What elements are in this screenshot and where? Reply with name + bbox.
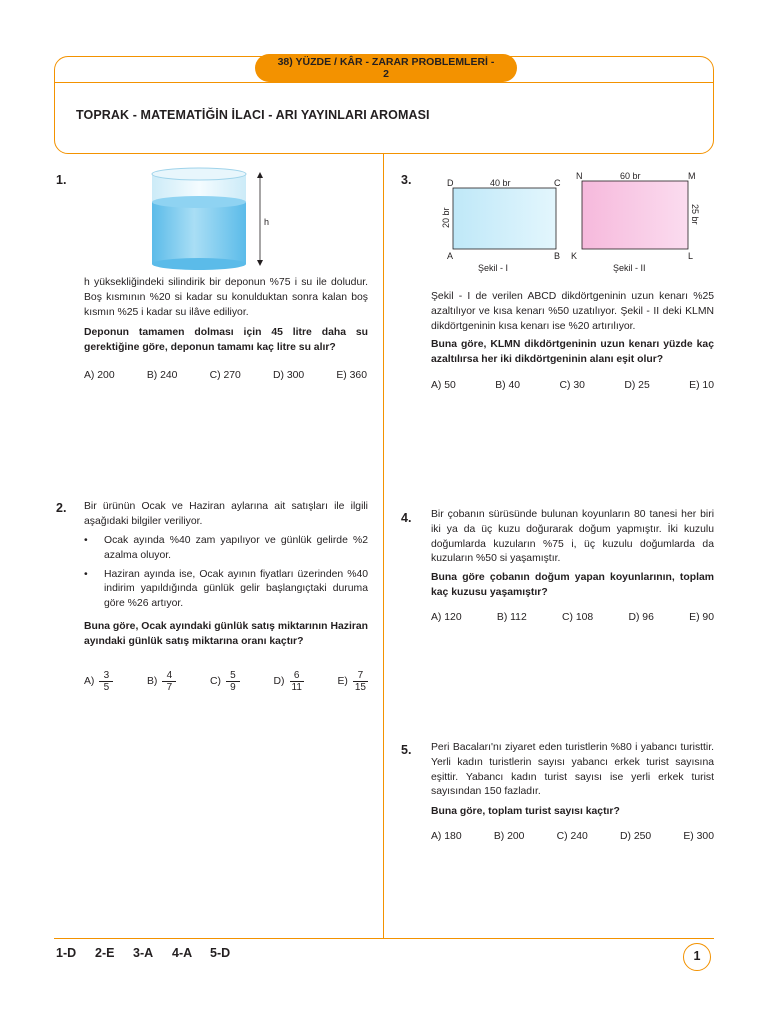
q5-option-a[interactable]: A) 180 [431,831,462,842]
numerator: 5 [230,670,236,681]
q3-corner-k: K [571,251,578,261]
q2-bullet-1-text: Ocak ayında %40 zam yapılıyor ve günlük gelirde %2 azalma oluyor. [104,535,368,561]
q1-option-e[interactable]: E) 360 [336,370,367,381]
column-divider [383,154,384,939]
answer-key-1: 1-D [56,946,77,960]
q1-option-d[interactable]: D) 300 [273,370,305,381]
q4-option-c[interactable]: C) 108 [562,612,594,623]
section-title-badge [255,54,517,82]
section-title-line2: 2 [383,68,389,80]
numerator: 7 [357,670,364,681]
q2-bullets [84,534,368,612]
section-title-line1: 38) YÜZDE / KÂR - ZARAR PROBLEMLERİ - [277,56,495,68]
q3-corner-l: L [688,251,694,261]
q2-option-d-label: D) [273,676,285,687]
q4-option-d[interactable]: D) 96 [628,612,654,623]
q3-rect2-side-length: 25 br [690,204,700,225]
q2-option-a-fraction [100,670,112,693]
q3-rect-abcd [453,188,556,249]
answer-key-4: 4-A [172,946,193,960]
q4-question: Buna göre çobanın doğum yapan koyunlarının, toplam kaç kuzusu yaşamıştır? [431,572,714,598]
q2-intro: Bir ürünün Ocak ve Haziran aylarına ait satışları ile ilgili aşağıdaki bilgiler veriliyor. [84,501,368,527]
header-divider [54,82,714,83]
footer-divider [54,938,714,939]
answer-key [56,946,250,960]
q3-corner-b: B [554,251,561,261]
q3-rect-klmn [582,181,688,249]
q4-text: Bir çobanın sürüsünde bulunan koyunların 80 tanesi her biri iki ya da üç kuzu doğurarak doğum yapmıştır. İki kuzulu doğumlarda kuzuların %75 i, üç kuzulu doğumlarda da kuzuların %50 si yaşamıştır. [431,509,714,565]
q2-option-c[interactable] [210,670,239,693]
q4-option-b[interactable]: B) 112 [496,612,527,623]
q1-options [84,370,367,381]
page-number: 1 [683,943,711,971]
q2-option-b-fraction [163,670,175,693]
q5-question: Buna göre, toplam turist sayısı kaçtır? [431,806,620,817]
q5-option-d[interactable]: D) 250 [620,831,652,842]
numerator: 6 [293,670,300,681]
q5-option-b[interactable]: B) 200 [493,831,525,842]
q3-question: Buna göre, KLMN dikdörtgeninin uzun kenarı yüzde kaç azaltılırsa her iki dikdörtgeninin alanı eşit olur? [431,339,714,365]
q3-corner-n: N [576,171,583,181]
q2-number: 2. [56,501,67,515]
bullet-dot-icon: • [84,535,88,546]
q2-option-a-label: A) [84,676,95,687]
q2-option-d-fraction [291,670,303,693]
q3-rectangles-figure [430,168,720,276]
q3-number: 3. [401,173,412,187]
q3-option-e[interactable]: E) 10 [689,380,714,391]
answer-key-2: 2-E [95,946,115,960]
q2-options [84,670,367,693]
q2-bullet-1 [84,534,368,564]
q1-option-b[interactable]: B) 240 [146,370,178,381]
q1-number: 1. [56,173,67,187]
q2-option-e-label: E) [337,676,348,687]
q1-question: Deponun tamamen dolması için 45 litre daha su gerektiğine göre, deponun tamamı kaç litre su alır? [84,327,368,353]
q3-corner-d: D [447,178,454,188]
q2-question: Buna göre, Ocak ayındaki günlük satış miktarının Haziran ayındaki günlük satış miktarına oranı kaçtır? [84,621,368,647]
q2-option-e-fraction [354,670,367,693]
q1-option-a[interactable]: A) 200 [84,370,115,381]
q1-option-c[interactable]: C) 270 [209,370,241,381]
q3-rect1-caption: Şekil - I [478,263,509,273]
q2-bullet-2 [84,568,368,612]
q3-rect1-top-length: 40 br [490,178,511,188]
q2-option-b-label: B) [146,676,158,687]
denominator: 15 [354,682,366,693]
q2-option-b[interactable] [147,670,175,693]
q3-text: Şekil - I de verilen ABCD dikdörtgeninin uzun kenarı %25 azaltılıyor ve kısa kenarı %50 uzatılıyor. Şekil - II deki KLMN dikdörtgeninin kısa kenarı ise %20 artırılıyor. [431,291,714,332]
answer-key-5: 5-D [210,946,231,960]
q4-number: 4. [401,511,412,525]
q4-option-a[interactable]: A) 120 [431,612,462,623]
denominator: 5 [103,682,110,693]
q2-option-c-fraction [227,670,239,693]
q5-number: 5. [401,743,412,757]
q4-options [431,612,714,623]
q3-option-b[interactable]: B) 40 [495,380,521,391]
q1-text: h yüksekliğindeki silindirik bir deponun %75 i su ile doludur. Boş kısmının %20 si kadar su konulduktan sonra kalan boş kısmın %25 i kadar su ilâve ediliyor. [84,277,368,318]
q4-option-e[interactable]: E) 90 [689,612,714,623]
q3-corner-c: C [554,178,561,188]
q1-height-label: h [264,217,270,227]
answer-key-3: 3-A [133,946,154,960]
q2-option-c-label: C) [209,676,221,687]
q5-text: Peri Bacaları'nı ziyaret eden turistlerin %80 i yabancı turisttir. Yerli kadın turistlerin sayısı yabancı erkek turist sayısına eşittir. Yabancı kadın turist sayısı ise yerli erkek turist sayısından 150 fazladır. [431,742,714,798]
q3-rect2-top-length: 60 br [620,171,641,181]
q1-cylinder-figure [150,166,280,272]
q5-option-e[interactable]: E) 300 [683,831,714,842]
q3-corner-a: A [447,251,454,261]
q2-option-d[interactable] [274,670,303,693]
denominator: 7 [166,682,173,693]
q2-option-a[interactable] [84,670,112,693]
q3-corner-m: M [688,171,696,181]
q2-option-e[interactable] [337,670,367,693]
q5-option-c[interactable]: C) 240 [556,831,588,842]
denominator: 11 [291,682,302,693]
numerator: 4 [166,670,173,681]
q5-options [431,831,714,842]
q3-rect1-side-length: 20 br [441,207,451,228]
q3-rect2-caption: Şekil - II [613,263,646,273]
q3-options [431,380,714,391]
q3-option-c[interactable]: C) 30 [559,380,585,391]
numerator: 3 [103,670,110,681]
bullet-dot-icon: • [84,568,88,580]
source-title: TOPRAK - MATEMATİĞİN İLACI - ARI YAYINLARI AROMASI [76,108,430,122]
denominator: 9 [230,682,236,693]
q2-bullet-2-text: Haziran ayında ise, Ocak ayının fiyatları üzerinden %40 indirim yapıldığında günlük gelir başlangıçtaki duruma göre %26 artıyor. [104,568,368,610]
q3-option-d[interactable]: D) 25 [624,380,650,391]
q3-option-a[interactable]: A) 50 [431,380,456,391]
